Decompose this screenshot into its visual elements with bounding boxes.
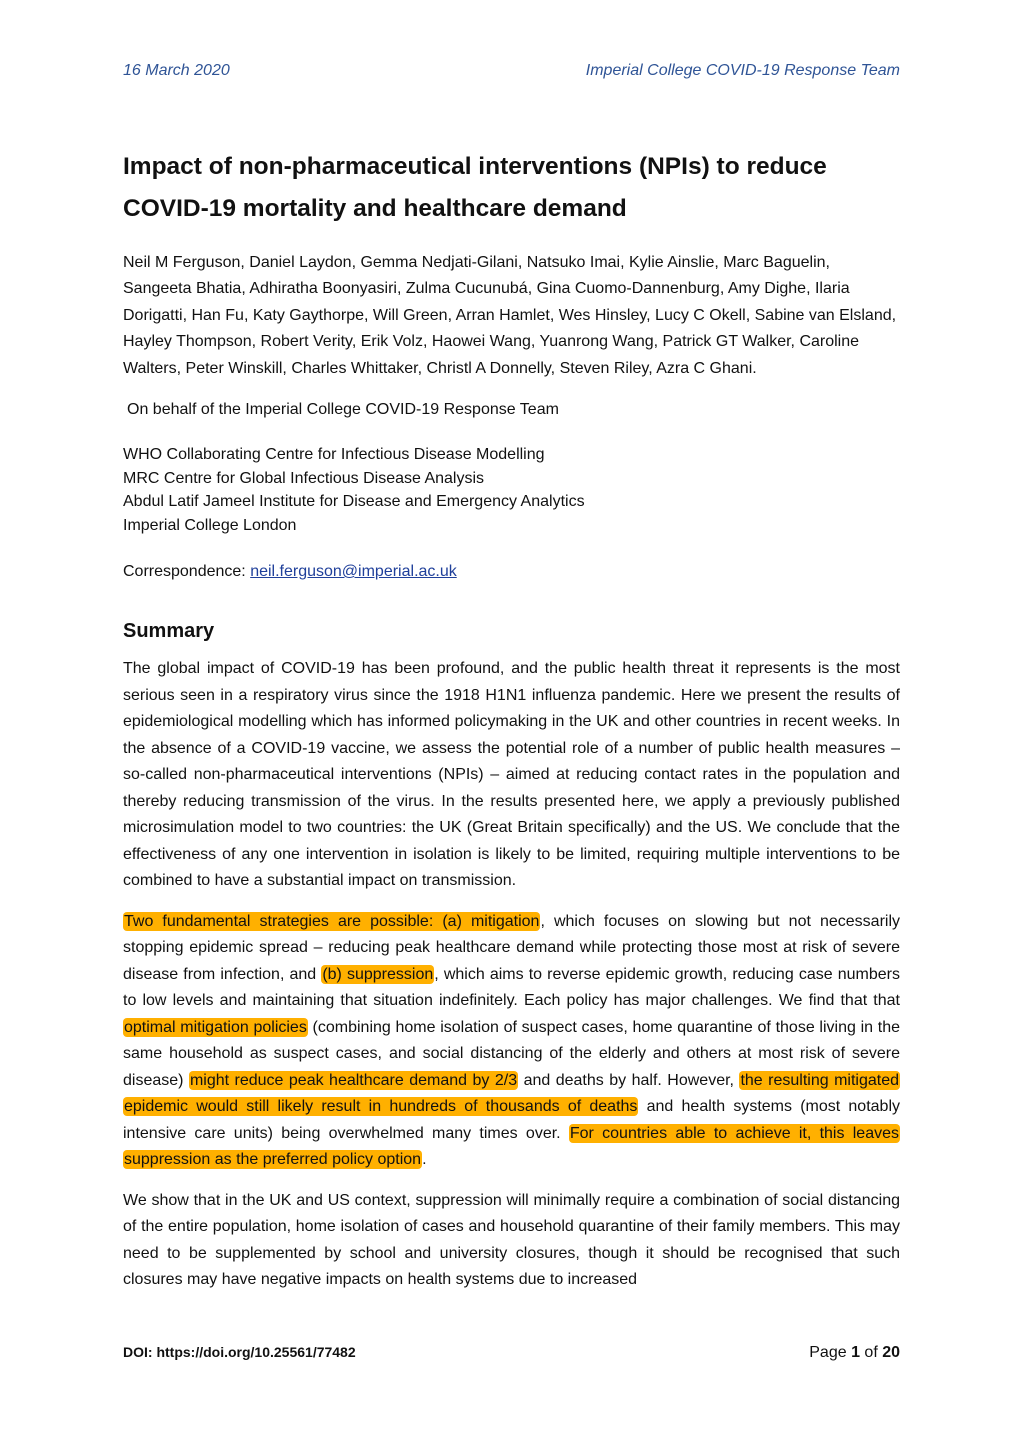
highlight: (b) suppression xyxy=(322,965,434,983)
page-of: of xyxy=(859,1344,883,1361)
text-run: , which focuses on slowing but not necessarily stopping epidemic spread – reducing peak healthcare demand while protecting those most at risk of severe disease from infection, and xyxy=(123,912,901,983)
author-list: Neil M Ferguson, Daniel Laydon, Gemma Nedjati-Gilani, Natsuko Imai, Kylie Ainslie, Marc Baguelin, Sangeeta Bhatia, Adhiratha Boonyasiri, Zulma Cucunubá, Gina Cuomo-Dannenburg, Amy Dighe, Ilaria Dorigatti, Han Fu, Katy Gaythorpe, Will Green, Arran Hamlet, Wes Hinsley, Lucy C Okell, Sabine van Elsland, Hayley Thompson, Robert Verity, Erik Volz, Haowei Wang, Yuanrong Wang, Patrick GT Walker, Caroline Walters, Peter Winskill, Charles Whittaker, Christl A Donnelly, Steven Riley, Azra C Ghani. xyxy=(123,254,897,377)
correspondence-label: Correspondence: xyxy=(123,563,251,581)
header-date: 16 March 2020 xyxy=(123,62,230,79)
affiliation: Abdul Latif Jameel Institute for Disease and Emergency Analytics xyxy=(123,493,585,511)
highlight: optimal mitigation policies xyxy=(124,1018,307,1036)
text-run: , which aims to reverse epidemic growth, reducing case numbers to low levels and maintaining that situation indefinitely. Each policy has major challenges. We find that that xyxy=(123,965,900,1010)
page-current: 1 xyxy=(851,1344,860,1361)
affiliation: Imperial College London xyxy=(123,516,297,534)
highlight: might reduce peak healthcare demand by 2/3 xyxy=(189,1071,518,1089)
text-run: . xyxy=(422,1151,427,1169)
text-run: and deaths by half. However, xyxy=(518,1071,740,1089)
affiliation: MRC Centre for Global Infectious Disease Analysis xyxy=(123,469,485,487)
highlight: the resulting mitigated epidemic would still likely result in hundreds of thousands of deaths xyxy=(124,1071,900,1116)
page-content xyxy=(123,146,900,1294)
summary-heading: Summary xyxy=(123,620,215,643)
summary-paragraph-2 xyxy=(123,909,900,1174)
correspondence-email-link[interactable]: neil.ferguson@imperial.ac.uk xyxy=(250,563,457,581)
page-total: 20 xyxy=(882,1344,900,1361)
running-header xyxy=(123,62,900,84)
text-run: and health systems (most notably intensive care units) being overwhelmed many times over. xyxy=(123,1098,901,1142)
page-number xyxy=(809,1344,900,1362)
correspondence xyxy=(123,560,900,584)
affiliation: WHO Collaborating Centre for Infectious Disease Modelling xyxy=(123,446,545,464)
behalf-line: On behalf of the Imperial College COVID-19 Response Team xyxy=(127,401,559,419)
doi-text: DOI: https://doi.org/10.25561/77482 xyxy=(123,1344,356,1360)
highlight: Two fundamental strategies are possible: (a) mitigation xyxy=(124,912,540,930)
summary-paragraph-3: We show that in the UK and US context, suppression will minimally require a combination of social distancing of the entire population, home isolation of cases and household quarantine of their family members. This may need to be supplemented by school and university closures, though it should be recognised that such closures may have negative impacts on health systems due to increased xyxy=(123,1191,900,1289)
header-team: Imperial College COVID-19 Response Team xyxy=(585,62,900,79)
affiliations xyxy=(123,443,900,537)
paper-title: Impact of non-pharmaceutical interventions (NPIs) to reduce COVID-19 mortality and healthcare demand xyxy=(123,153,827,222)
summary-paragraph-1: The global impact of COVID-19 has been profound, and the public health threat it represents is the most serious seen in a respiratory virus since the 1918 H1N1 influenza pandemic. Here we present the results of epidemiological modelling which has informed policymaking in the UK and other countries in recent weeks. In the absence of a COVID-19 vaccine, we assess the potential role of a number of public health measures – so-called non-pharmaceutical interventions (NPIs) – aimed at reducing contact rates in the population and thereby reducing transmission of the virus. In the results presented here, we apply a previously published microsimulation model to two countries: the UK (Great Britain specifically) and the US. We conclude that the effectiveness of any one intervention in isolation is likely to be limited, requiring multiple interventions to be combined to have a substantial impact on transmission. xyxy=(123,660,900,890)
page-prefix: Page xyxy=(809,1344,852,1361)
highlight: For countries able to achieve it, this leaves suppression as the preferred policy option xyxy=(124,1124,899,1169)
text-run: (combining home isolation of suspect cases, home quarantine of those living in the same household as suspect cases, and social distancing of the elderly and others at most risk of severe disease) xyxy=(123,1018,900,1089)
page-footer xyxy=(123,1344,900,1366)
